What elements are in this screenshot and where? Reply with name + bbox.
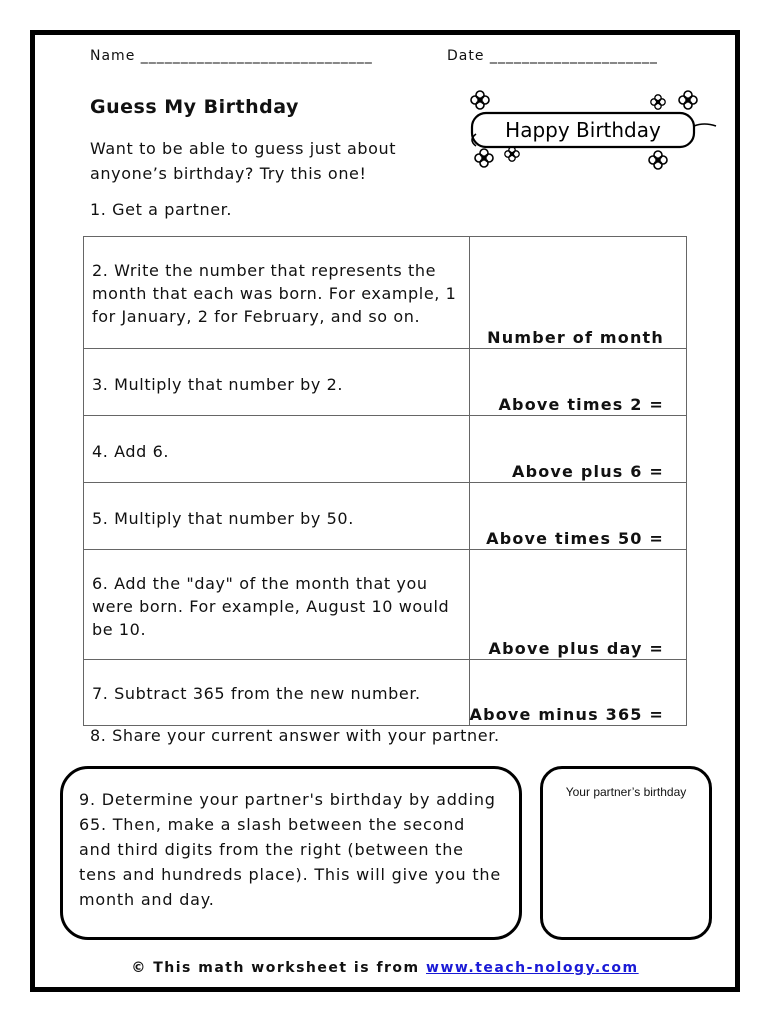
table-row (84, 550, 687, 660)
table-row (84, 349, 687, 416)
intro-text: Want to be able to guess just about anyone’s birthday? Try this one! (90, 139, 397, 183)
step-instruction: 5. Multiply that number by 50. (84, 483, 470, 550)
happy-birthday-banner (462, 86, 717, 176)
flower-icon (679, 91, 697, 109)
partner-birthday-box[interactable] (540, 766, 712, 940)
answer-cell[interactable] (470, 483, 687, 550)
step-instruction: 4. Add 6. (84, 416, 470, 483)
table-row (84, 483, 687, 550)
answer-cell[interactable] (470, 237, 687, 349)
answer-label: Above times 50 = (486, 529, 664, 548)
table-row (84, 237, 687, 349)
answer-label: Above plus day = (488, 639, 664, 658)
footer (0, 960, 770, 976)
answer-label: Above plus 6 = (511, 462, 664, 481)
partner-birthday-label: Your partner’s birthday (565, 785, 687, 799)
name-field-label: Name _____________________________ (90, 48, 373, 64)
flower-icon (505, 147, 519, 161)
step-9-box (60, 766, 522, 940)
step-8-text: 8. Share your current answer with your partner. (90, 726, 500, 745)
answer-cell[interactable] (470, 550, 687, 660)
worksheet-title: Guess My Birthday (90, 96, 299, 118)
table-row (84, 660, 687, 726)
answer-label: Number of month (487, 328, 664, 347)
step-1-text: 1. Get a partner. (90, 200, 233, 219)
flower-icon (471, 91, 489, 109)
step-instruction: 7. Subtract 365 from the new number. (84, 660, 470, 726)
answer-cell[interactable] (470, 349, 687, 416)
banner-text: Happy Birthday (505, 118, 661, 142)
footer-text: © This math worksheet is from (131, 960, 427, 976)
step-instruction: 2. Write the number that represents the month that each was born. For example, 1 for January, 2 for February, and so on. (84, 237, 470, 349)
footer-link[interactable]: www.teach-nology.com (426, 960, 639, 976)
flower-icon (475, 149, 493, 167)
step-9-text: 9. Determine your partner's birthday by adding 65. Then, make a slash between the second and third digits from the right (between the tens and hundreds place). This will give you the month and day. (79, 790, 501, 909)
answer-label: Above minus 365 = (469, 705, 664, 724)
flower-icon (651, 95, 665, 109)
date-field-label: Date _____________________ (447, 48, 658, 64)
answer-label: Above times 2 = (498, 395, 664, 414)
step-instruction: 6. Add the "day" of the month that you were born. For example, August 10 would be 10. (84, 550, 470, 660)
flower-icon (649, 151, 667, 169)
table-row (84, 416, 687, 483)
answer-cell[interactable] (470, 660, 687, 726)
steps-table (83, 236, 687, 726)
answer-cell[interactable] (470, 416, 687, 483)
step-instruction: 3. Multiply that number by 2. (84, 349, 470, 416)
